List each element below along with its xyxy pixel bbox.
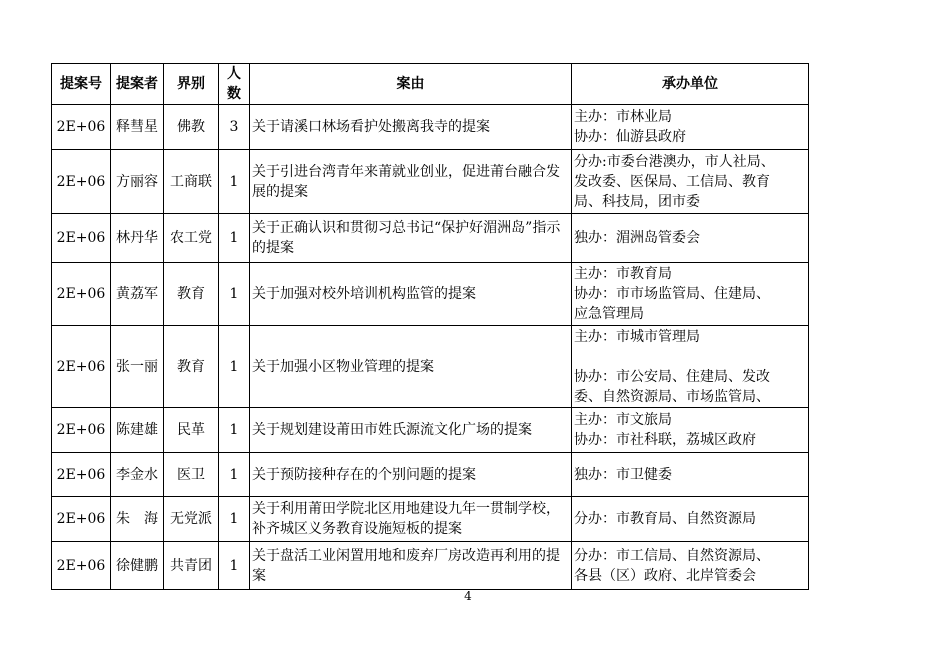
cell-title: 关于规划建设莆田市姓氏源流文化广场的提案 [250, 408, 572, 453]
header-proposer: 提案者 [111, 64, 164, 105]
office-line: 各县（区）政府、北岸管委会 [574, 567, 756, 584]
cell-sector: 医卫 [164, 453, 219, 497]
cell-office [572, 214, 809, 263]
header-id: 提案号 [52, 64, 111, 105]
cell-sector: 民革 [164, 408, 219, 453]
cell-count: 1 [219, 326, 250, 408]
cell-count: 1 [219, 214, 250, 263]
cell-office [572, 105, 809, 150]
office-line: 委、自然资源局、市场监管局、 [574, 388, 770, 405]
cell-office [572, 150, 809, 214]
cell-proposal-id: 2E+06 [52, 263, 111, 326]
office-line: 协办：市社科联，荔城区政府 [574, 432, 756, 448]
cell-office [572, 408, 809, 453]
cell-proposal-id: 2E+06 [52, 326, 111, 408]
header-title: 案由 [250, 64, 572, 105]
cell-sector: 农工党 [164, 214, 219, 263]
cell-proposer: 张一丽 [111, 326, 164, 408]
cell-proposer: 朱 海 [111, 497, 164, 542]
header-office: 承办单位 [572, 64, 809, 105]
cell-title: 关于预防接种存在的个别问题的提案 [250, 453, 572, 497]
office-line: 协办：仙游县政府 [574, 129, 686, 145]
cell-proposal-id: 2E+06 [52, 497, 111, 542]
cell-proposer: 陈建雄 [111, 408, 164, 453]
cell-proposer: 李金水 [111, 453, 164, 497]
office-line: 独办：市卫健委 [574, 466, 672, 483]
cell-proposal-id: 2E+06 [52, 105, 111, 150]
cell-title: 关于加强小区物业管理的提案 [250, 326, 572, 408]
cell-proposal-id: 2E+06 [52, 408, 111, 453]
office-line: 分办：市工信局、自然资源局、 [574, 547, 770, 564]
cell-count: 1 [219, 453, 250, 497]
cell-sector: 教育 [164, 263, 219, 326]
office-line: 应急管理局 [574, 306, 644, 322]
office-line [574, 347, 806, 367]
cell-sector: 教育 [164, 326, 219, 408]
table-row [52, 542, 809, 590]
cell-sector: 佛教 [164, 105, 219, 150]
cell-office [572, 497, 809, 542]
office-line: 主办：市文旅局 [574, 412, 672, 428]
office-line: 主办：市城市管理局 [574, 328, 700, 345]
cell-count: 3 [219, 105, 250, 150]
cell-proposal-id: 2E+06 [52, 453, 111, 497]
office-line: 局、科技局，团市委 [574, 193, 700, 210]
cell-proposal-id: 2E+06 [52, 150, 111, 214]
cell-count: 1 [219, 150, 250, 214]
cell-proposer: 释彗星 [111, 105, 164, 150]
cell-sector: 工商联 [164, 150, 219, 214]
cell-office [572, 326, 809, 408]
cell-proposer: 徐健鹏 [111, 542, 164, 590]
office-line: 主办：市林业局 [574, 109, 672, 125]
cell-proposal-id: 2E+06 [52, 214, 111, 263]
header-sector: 界别 [164, 64, 219, 105]
table-row [52, 214, 809, 263]
cell-sector: 共青团 [164, 542, 219, 590]
page-number: 4 [464, 589, 472, 603]
cell-office [572, 542, 809, 590]
cell-office [572, 263, 809, 326]
cell-title: 关于加强对校外培训机构监管的提案 [250, 263, 572, 326]
office-line: 协办：市市场监管局、住建局、 [574, 286, 770, 302]
cell-title: 关于盘活工业闲置用地和废弃厂房改造再利用的提案 [250, 542, 572, 590]
cell-title: 关于引进台湾青年来莆就业创业，促进莆台融合发展的提案 [250, 150, 572, 214]
cell-count: 1 [219, 497, 250, 542]
table-row [52, 408, 809, 453]
cell-sector: 无党派 [164, 497, 219, 542]
header-count: 人数 [219, 64, 250, 105]
table-row [52, 326, 809, 408]
table-row [52, 105, 809, 150]
cell-proposal-id: 2E+06 [52, 542, 111, 590]
cell-count: 1 [219, 263, 250, 326]
cell-title: 关于请溪口林场看护处搬离我寺的提案 [250, 105, 572, 150]
office-line: 协办：市公安局、住建局、发改 [574, 368, 770, 385]
cell-count: 1 [219, 408, 250, 453]
cell-office [572, 453, 809, 497]
table-row [52, 263, 809, 326]
office-line: 发改委、医保局、工信局、教育 [574, 173, 770, 190]
cell-title: 关于利用莆田学院北区用地建设九年一贯制学校，补齐城区义务教育设施短板的提案 [250, 497, 572, 542]
cell-proposer: 黄荔军 [111, 263, 164, 326]
table-row [52, 453, 809, 497]
cell-proposer: 林丹华 [111, 214, 164, 263]
table-row [52, 150, 809, 214]
office-line: 分办：市教育局、自然资源局 [574, 511, 756, 527]
table-row [52, 497, 809, 542]
office-line: 独办：湄洲岛管委会 [574, 230, 700, 246]
office-line: 分办:市委台港澳办，市人社局、 [574, 153, 775, 170]
header-row [52, 64, 809, 105]
office-line: 主办：市教育局 [574, 266, 672, 282]
cell-proposer: 方丽容 [111, 150, 164, 214]
cell-count: 1 [219, 542, 250, 590]
proposal-table [51, 63, 809, 590]
cell-title: 关于正确认识和贯彻习总书记“保护好湄洲岛”指示的提案 [250, 214, 572, 263]
